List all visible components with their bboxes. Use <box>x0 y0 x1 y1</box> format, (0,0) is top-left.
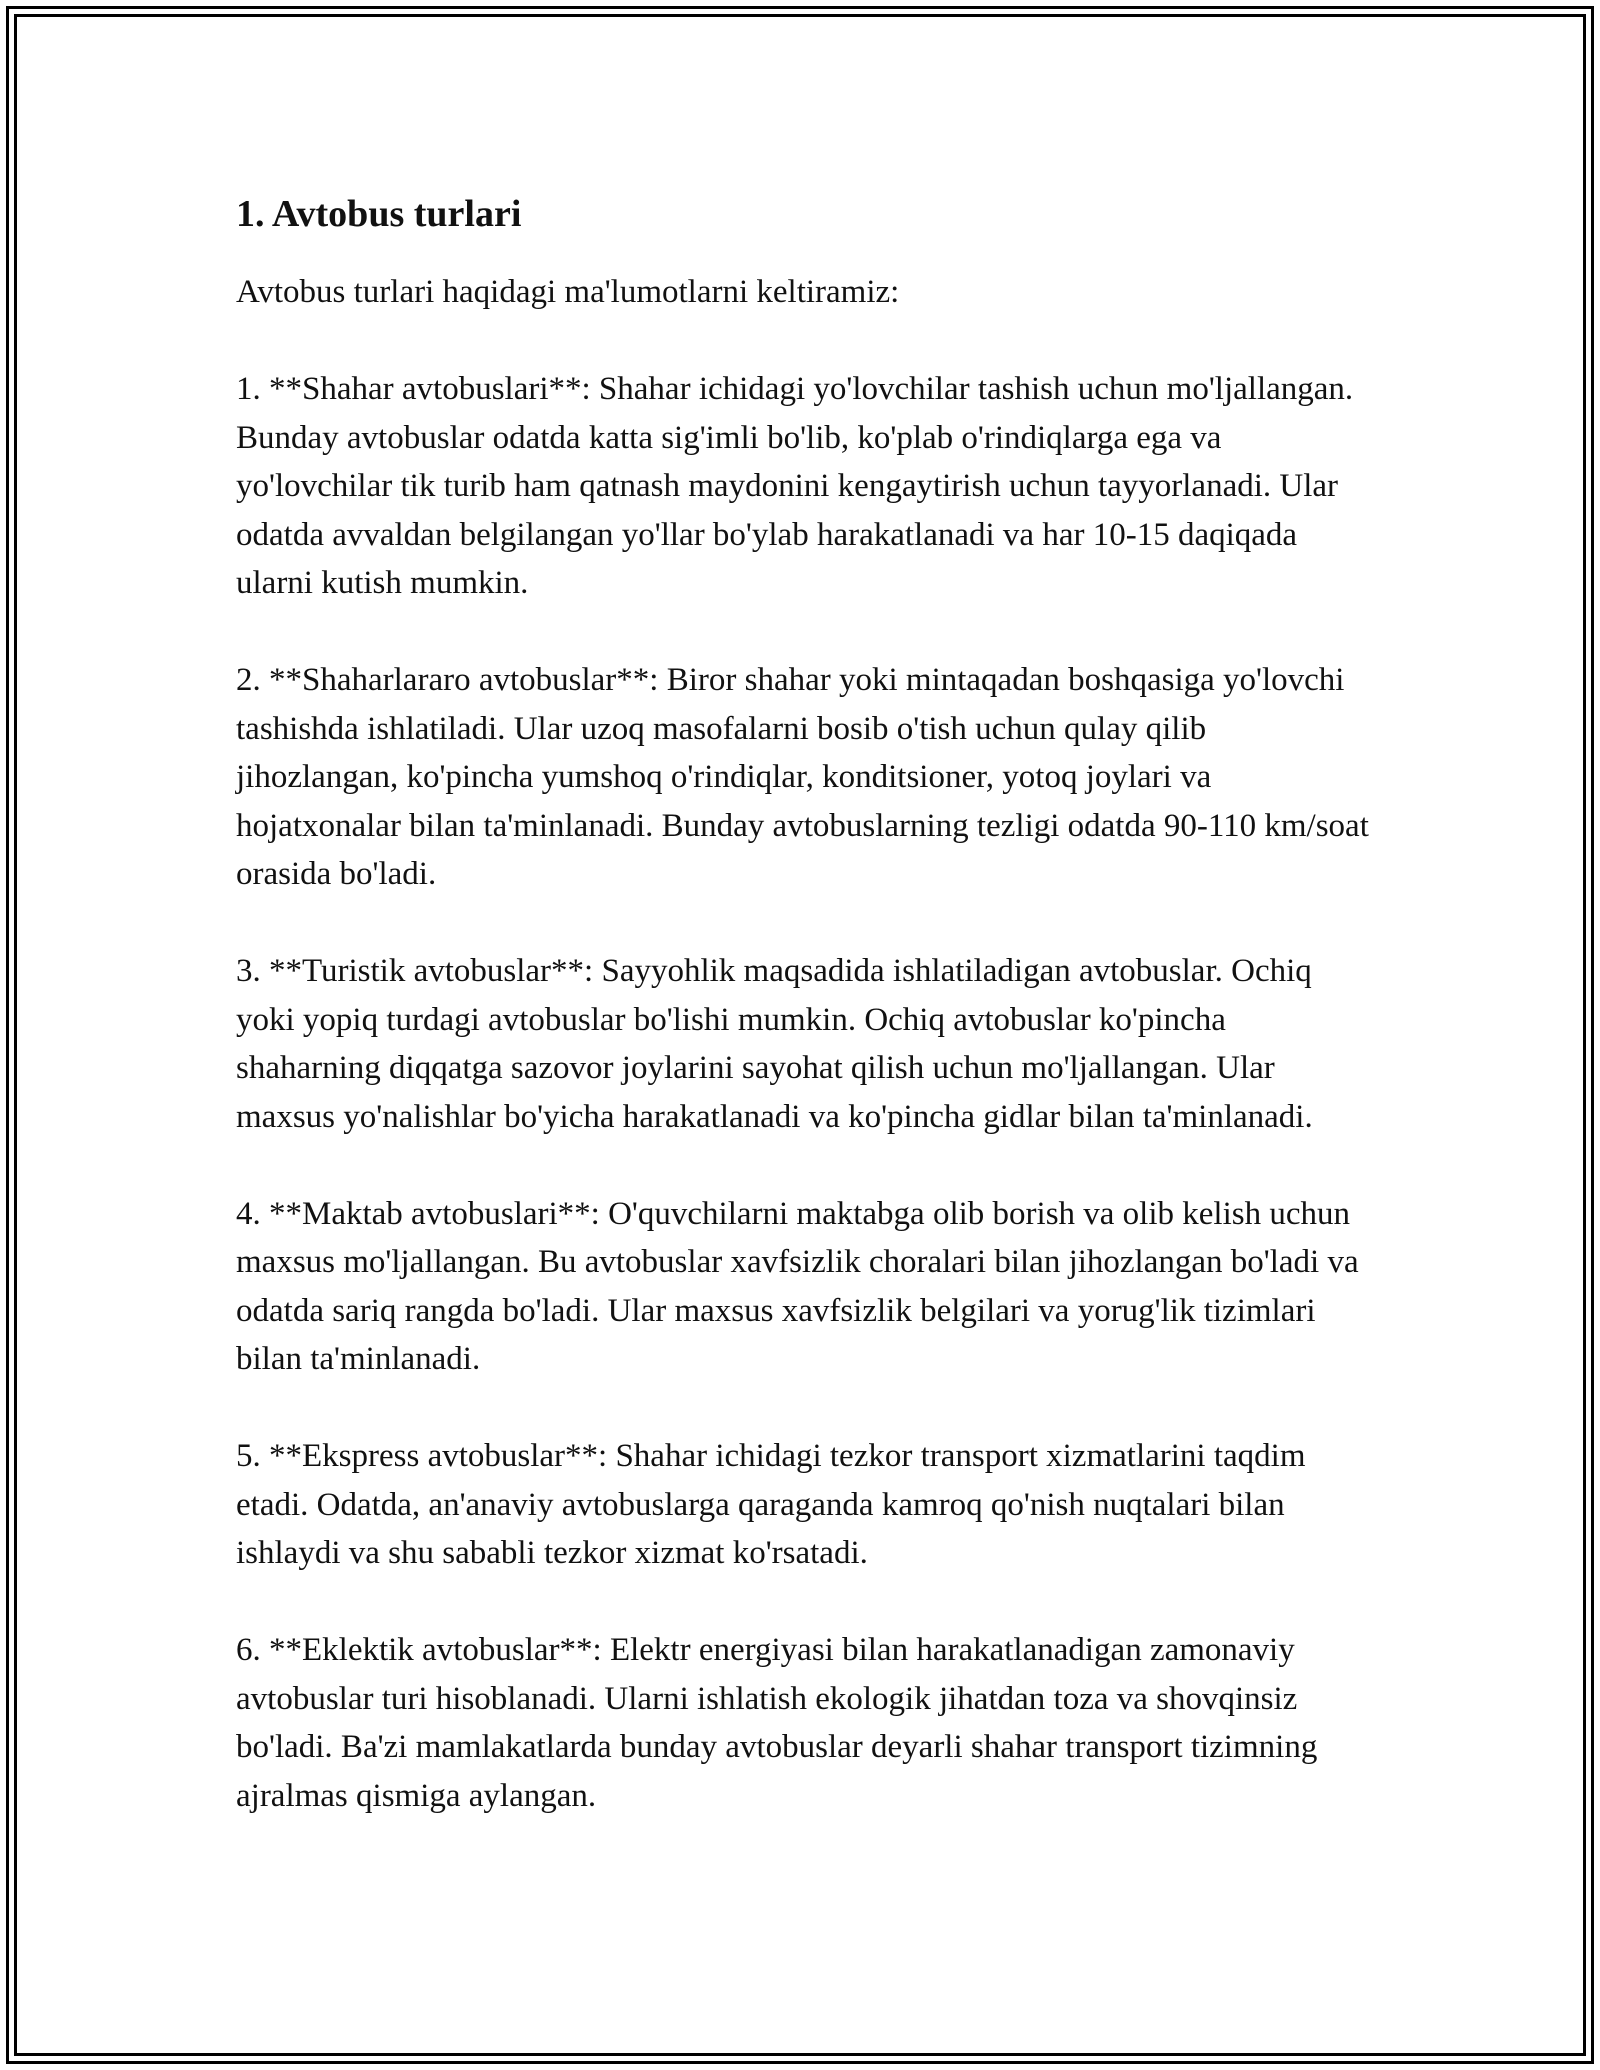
list-item-tourist-buses: 3. **Turistik avtobuslar**: Sayyohlik maqsadida ishlatiladigan avtobuslar. Ochiq yoki yopiq turdagi avtobuslar bo'lishi mumkin. Ochiq avtobuslar ko'pincha shaharning diqqatga sazovor joylarini sayohat qilish uchun mo'ljallangan. Ular maxsus yo'nalishlar bo'yicha harakatlanadi va ko'pincha gidlar bilan ta'minlanadi. <box>236 953 1313 1135</box>
document-body <box>236 186 1376 1820</box>
list-item-school-buses: 4. **Maktab avtobuslari**: O'quvchilarni maktabga olib borish va olib kelish uchun maxsus mo'ljallangan. Bu avtobuslar xavfsizlik choralari bilan jihozlangan bo'ladi va odatda sariq rangda bo'ladi. Ular maxsus xavfsizlik belgilari va yorug'lik tizimlari bilan ta'minlanadi. <box>236 1195 1359 1377</box>
list-item-electric-buses: 6. **Eklektik avtobuslar**: Elektr energiyasi bilan harakatlanadigan zamonaviy avtobuslar turi hisoblanadi. Ularni ishlatish ekologik jihatdan toza va shovqinsiz bo'ladi. Ba'zi mamlakatlarda bunday avtobuslar deyarli shahar transport tizimning ajralmas qismiga aylangan. <box>236 1632 1318 1814</box>
section-heading: 1. Avtobus turlari <box>236 193 522 235</box>
intro-paragraph: Avtobus turlari haqidagi ma'lumotlarni keltiramiz: <box>236 274 900 310</box>
list-item-express-buses: 5. **Ekspress avtobuslar**: Shahar ichidagi tezkor transport xizmatlarini taqdim etadi. Odatda, an'anaviy avtobuslarga qaraganda kamroq qo'nish nuqtalari bilan ishlaydi va shu sababli tezkor xizmat ko'rsatadi. <box>236 1438 1306 1571</box>
list-item-intercity-buses: 2. **Shaharlararo avtobuslar**: Biror shahar yoki mintaqadan boshqasiga yo'lovchi tashishda ishlatiladi. Ular uzoq masofalarni bosib o'tish uchun qulay qilib jihozlangan, ko'pincha yumshoq o'rindiqlar, konditsioner, yotoq joylari va hojatxonalar bilan ta'minlanadi. Bunday avtobuslarning tezligi odatda 90-110 km/soat orasida bo'ladi. <box>236 662 1369 892</box>
list-item-city-buses: 1. **Shahar avtobuslari**: Shahar ichidagi yo'lovchilar tashish uchun mo'ljallangan. Bunday avtobuslar odatda katta sig'imli bo'lib, ko'plab o'rindiqlarga ega va yo'lovchilar tik turib ham qatnash maydonini kengaytirish uchun tayyorlanadi. Ular odatda avvaldan belgilangan yo'llar bo'ylab harakatlanadi va har 10-15 daqiqada ularni kutish mumkin. <box>236 371 1354 601</box>
